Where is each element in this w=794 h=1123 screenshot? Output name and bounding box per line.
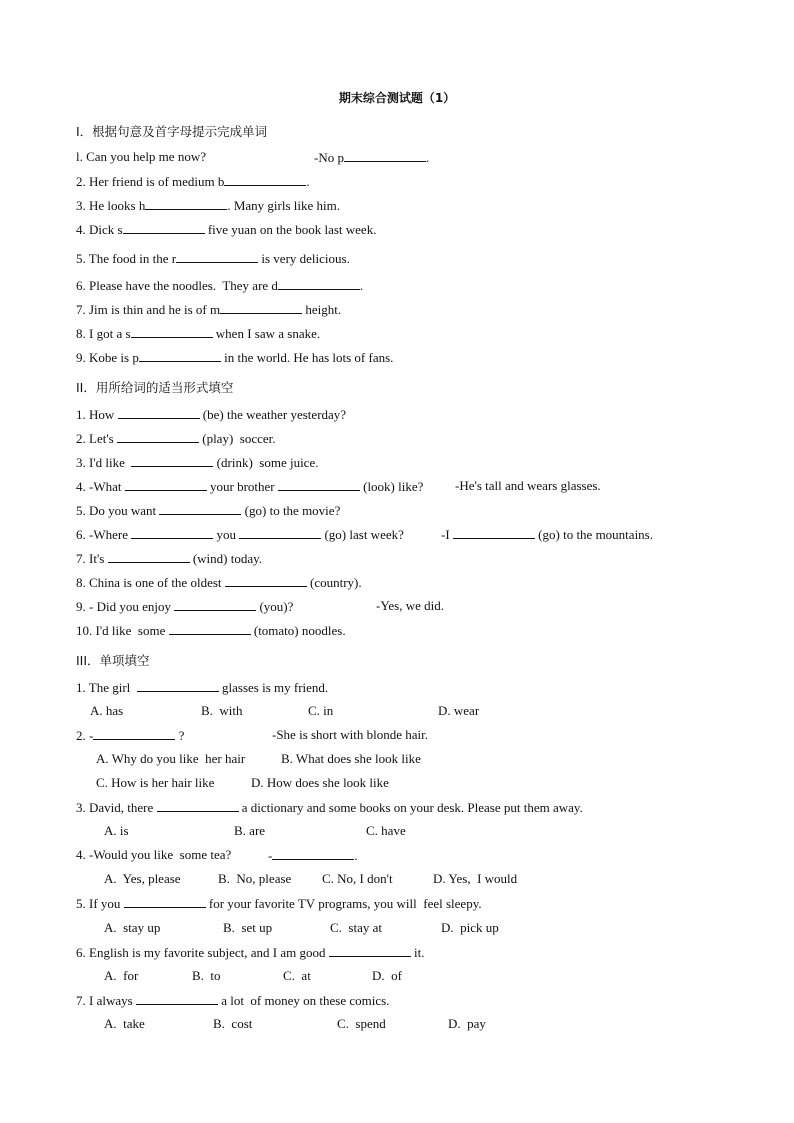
p2-question-4: [76, 478, 601, 495]
question-text: l. Can you help me now?: [76, 149, 206, 164]
section-heading-1: I．根据句意及首字母提示完成单词: [76, 124, 268, 139]
p2-question-8: [76, 574, 362, 591]
question-text: .: [306, 174, 310, 189]
p3-question-5: [76, 895, 482, 912]
question-response: [441, 526, 653, 543]
p2-question-3: [76, 454, 318, 471]
option[interactable]: C. stay at: [330, 920, 382, 935]
option[interactable]: B. What does she look like: [281, 751, 421, 766]
question-text: 1. The girl: [76, 680, 137, 695]
p1-question-2: [76, 173, 310, 190]
p2-question-7: [76, 550, 262, 567]
answer-blank[interactable]: [278, 277, 360, 290]
p3-question-6: [76, 944, 424, 961]
question-text: 8. China is one of the oldest: [76, 575, 225, 590]
option[interactable]: B. set up: [223, 920, 273, 935]
option[interactable]: B. to: [192, 968, 221, 983]
option[interactable]: A. stay up: [104, 920, 161, 935]
option[interactable]: D. of: [372, 968, 402, 983]
option[interactable]: C. in: [308, 703, 334, 718]
question-text: (wind) today.: [189, 551, 263, 566]
answer-blank[interactable]: [159, 502, 241, 515]
question-response: -She is short with blonde hair.: [272, 727, 428, 742]
answer-blank[interactable]: [174, 598, 256, 611]
section-heading-2: II．用所给词的适当形式填空: [76, 380, 234, 395]
option[interactable]: D. wear: [438, 703, 480, 718]
p3-question-7: [76, 992, 389, 1009]
question-text: 2. Her friend is of medium b: [76, 174, 225, 189]
answer-blank[interactable]: [124, 895, 206, 908]
option[interactable]: A. for: [104, 968, 139, 983]
question-text: (play) soccer.: [198, 431, 276, 446]
question-text: -: [268, 848, 273, 863]
question-text: glasses is my friend.: [218, 680, 329, 695]
section-heading-3: III．单项填空: [76, 653, 150, 668]
p1-question-1: [76, 149, 430, 165]
p2-question-9: [76, 598, 445, 615]
p2-question-10: [76, 622, 346, 639]
answer-blank[interactable]: [145, 197, 227, 210]
question-text: 10. I'd like some: [76, 623, 169, 638]
question-text: in the world. He has lots of fans.: [220, 350, 394, 365]
question-text: a lot of money on these comics.: [217, 993, 390, 1008]
p1-question-3: [76, 197, 340, 214]
answer-blank[interactable]: [272, 847, 354, 860]
p2-question-2: [76, 430, 276, 447]
p1-question-9: [76, 349, 393, 366]
question-text: 7. Jim is thin and he is of m: [76, 302, 221, 317]
question-text: 2. Let's: [76, 431, 117, 446]
question-text: (you)?: [256, 599, 294, 614]
question-text: 8. I got a s: [76, 326, 131, 341]
question-text: 5. If you: [76, 896, 124, 911]
question-text: .: [425, 150, 430, 165]
question-text: (tomato) noodles.: [250, 623, 346, 638]
question-text: -No p: [314, 150, 344, 165]
answer-blank[interactable]: [93, 727, 175, 740]
question-text: 1. How: [76, 407, 118, 422]
answer-blank[interactable]: [169, 622, 251, 635]
option[interactable]: D. How does she look like: [251, 775, 389, 790]
question-text: a dictionary and some books on your desk. Please put them away.: [238, 800, 583, 815]
option[interactable]: B. are: [234, 823, 266, 838]
question-text: your brother: [206, 479, 278, 494]
question-text: 5. The food in the r: [76, 251, 177, 266]
question-text: (go) last week?: [321, 527, 404, 542]
answer-blank[interactable]: [176, 250, 258, 263]
option[interactable]: A. is: [104, 823, 129, 838]
option[interactable]: A. Why do you like her hair: [96, 751, 246, 766]
page-title: 期末综合测试题（1）: [338, 91, 456, 105]
question-text: 6. English is my favorite subject, and I am good: [76, 945, 329, 960]
question-text: (be) the weather yesterday?: [199, 407, 347, 422]
answer-prompt: [268, 847, 358, 864]
question-text: 3. He looks h: [76, 198, 146, 213]
question-text: height.: [302, 302, 342, 317]
answer-blank[interactable]: [118, 406, 200, 419]
option[interactable]: D. pick up: [441, 920, 499, 935]
option[interactable]: C. have: [366, 823, 406, 838]
option[interactable]: B. No, please: [218, 871, 292, 886]
answer-blank[interactable]: [344, 149, 426, 162]
question-text: 4. -Would you like some tea?: [76, 847, 232, 862]
answer-blank[interactable]: [224, 173, 306, 186]
question-text: 9. Kobe is p: [76, 350, 139, 365]
question-text: 9. - Did you enjoy: [76, 599, 175, 614]
answer-blank[interactable]: [131, 454, 213, 467]
question-text: (go) to the movie?: [241, 503, 341, 518]
question-response: -He's tall and wears glasses.: [455, 478, 601, 493]
answer-blank[interactable]: [239, 526, 321, 539]
question-text: (go) to the mountains.: [534, 527, 653, 542]
question-text: .: [359, 278, 364, 293]
answer-blank[interactable]: [136, 992, 218, 1005]
answer-blank[interactable]: [125, 478, 207, 491]
p3-question-2: [76, 727, 428, 744]
p2-question-5: [76, 502, 340, 519]
question-text: (country).: [306, 575, 362, 590]
answer-blank[interactable]: [131, 325, 213, 338]
answer-blank[interactable]: [329, 944, 411, 957]
question-text: 6. Please have the noodles. They are d: [76, 278, 278, 293]
option[interactable]: A. take: [104, 1016, 145, 1031]
p1-question-8: [76, 325, 320, 342]
question-text: 4. -What: [76, 479, 125, 494]
question-response: -Yes, we did.: [376, 598, 445, 613]
question-text: 3. David, there: [76, 800, 157, 815]
answer-blank[interactable]: [220, 301, 302, 314]
option[interactable]: C. No, I don't: [322, 871, 393, 886]
p1-question-5: [76, 250, 350, 267]
question-text: 4. Dick s: [76, 222, 123, 237]
p2-question-6: [76, 526, 653, 543]
answer-blank[interactable]: [453, 526, 535, 539]
question-text: you: [213, 527, 240, 542]
question-text: -I: [441, 527, 453, 542]
answer-blank[interactable]: [278, 478, 360, 491]
answer-blank[interactable]: [117, 430, 199, 443]
option[interactable]: D. pay: [448, 1016, 486, 1031]
p2-question-1: [76, 406, 346, 423]
p1-question-7: [76, 301, 341, 318]
option[interactable]: B. with: [201, 703, 243, 718]
question-text: for your favorite TV programs, you will feel sleepy.: [205, 896, 482, 911]
question-text: 2. -: [76, 728, 94, 743]
option[interactable]: C. at: [283, 968, 311, 983]
question-text: .: [354, 848, 358, 863]
option[interactable]: C. spend: [337, 1016, 386, 1031]
answer-blank[interactable]: [108, 550, 190, 563]
option[interactable]: A. Yes, please: [104, 871, 181, 886]
question-text: (drink) some juice.: [213, 455, 319, 470]
answer-blank[interactable]: [157, 799, 239, 812]
question-text: when I saw a snake.: [212, 326, 321, 341]
option[interactable]: C. How is her hair like: [96, 775, 215, 790]
question-text: is very delicious.: [258, 251, 350, 266]
question-text: . Many girls like him.: [227, 198, 341, 213]
question-text: 7. It's: [76, 551, 108, 566]
answer-blank[interactable]: [131, 526, 213, 539]
question-text: ?: [175, 728, 185, 743]
answer-blank[interactable]: [139, 349, 221, 362]
p3-question-4: [76, 847, 358, 863]
answer-prompt: [314, 149, 429, 166]
p1-question-4: [76, 221, 376, 238]
answer-blank[interactable]: [225, 574, 307, 587]
question-text: 5. Do you want: [76, 503, 160, 518]
question-text: it.: [410, 945, 425, 960]
option[interactable]: D. Yes, I would: [433, 871, 518, 886]
p1-question-6: [76, 277, 363, 294]
question-text: five yuan on the book last week.: [204, 222, 377, 237]
question-text: 6. -Where: [76, 527, 132, 542]
answer-blank[interactable]: [123, 221, 205, 234]
p3-question-1: [76, 679, 328, 696]
option[interactable]: A. has: [90, 703, 124, 718]
question-text: (look) like?: [359, 479, 424, 494]
question-text: 7. I always: [76, 993, 136, 1008]
question-text: 3. I'd like: [76, 455, 132, 470]
p3-question-3: [76, 799, 583, 816]
answer-blank[interactable]: [137, 679, 219, 692]
option[interactable]: B. cost: [213, 1016, 253, 1031]
